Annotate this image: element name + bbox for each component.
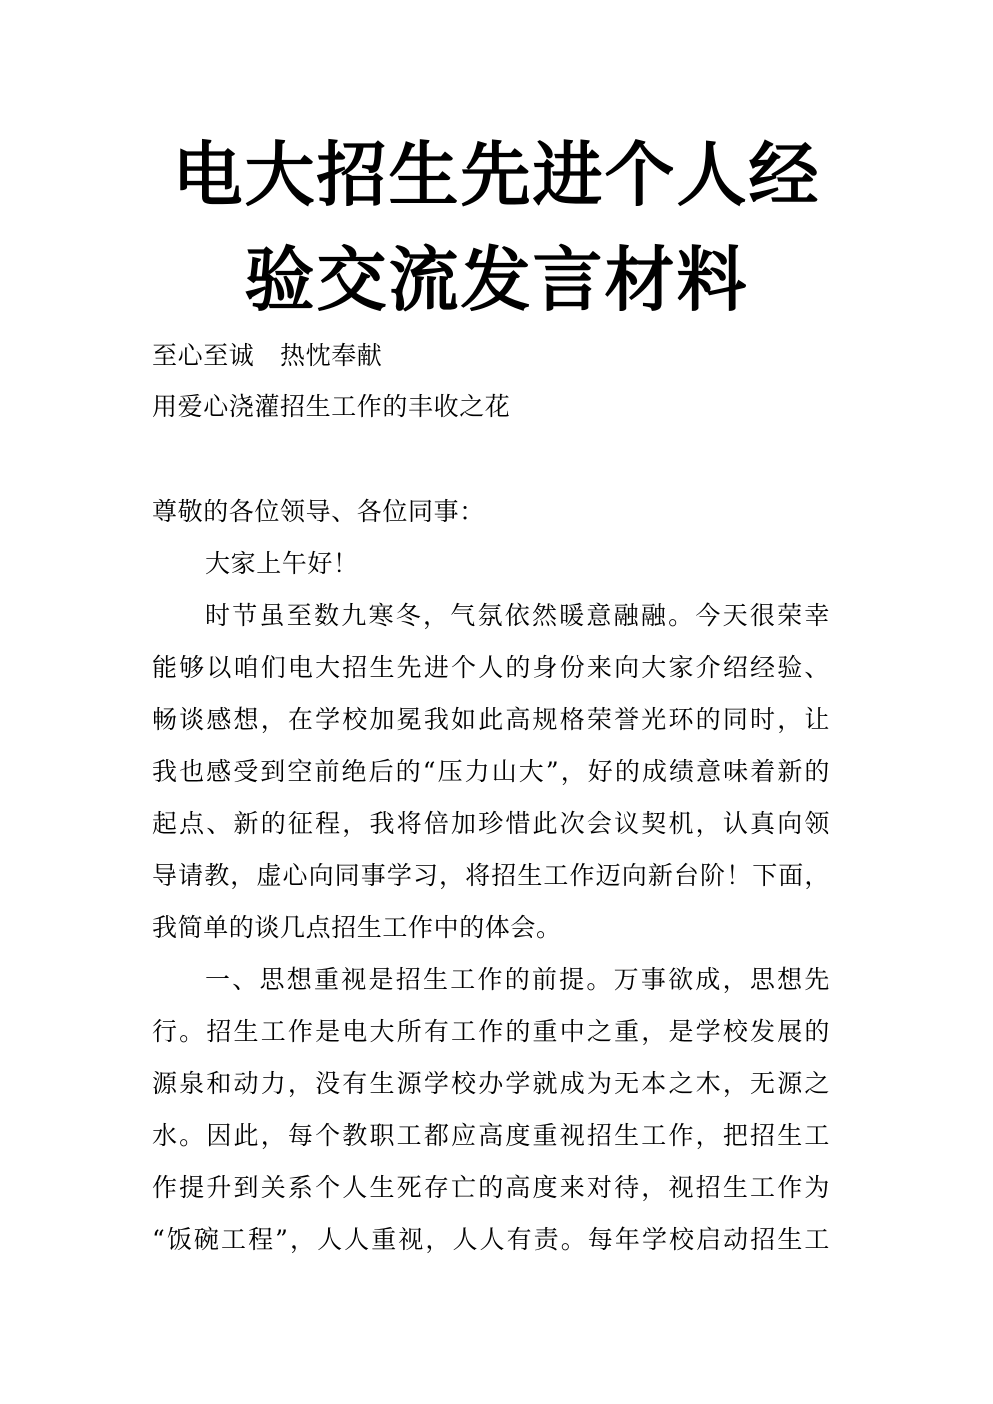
document-title-line-2: 验交流发言材料 xyxy=(244,239,749,321)
paragraph-2-line: 一、思想重视是招生工作的前提。万事欲成，思想先 xyxy=(205,965,830,994)
greeting: 大家上午好！ xyxy=(205,549,359,578)
document-title-line-1: 电大招生先进个人经 xyxy=(172,134,821,216)
paragraph-1-line: 能够以咱们电大招生先进个人的身份来向大家介绍经验、 xyxy=(152,653,830,682)
paragraph-2-line: “饭碗工程”，人人重视，人人有责。每年学校启动招生工 xyxy=(152,1225,830,1254)
paragraph-1-line: 起点、新的征程，我将倍加珍惜此次会议契机，认真向领 xyxy=(152,809,830,838)
paragraph-2-line: 水。因此，每个教职工都应高度重视招生工作，把招生工 xyxy=(152,1121,830,1150)
paragraph-1-line: 时节虽至数九寒冬，气氛依然暖意融融。今天很荣幸 xyxy=(205,601,830,630)
paragraph-1-line: 我也感受到空前绝后的“压力山大”，好的成绩意味着新的 xyxy=(152,757,830,786)
salutation: 尊敬的各位领导、各位同事： xyxy=(152,497,485,526)
paragraph-1-line: 导请教，虚心向同事学习，将招生工作迈向新台阶！下面， xyxy=(152,861,830,890)
subtitle-line-2: 用爱心浇灌招生工作的丰收之花 xyxy=(152,392,511,421)
paragraph-1-line: 畅谈感想，在学校加冕我如此高规格荣誉光环的同时，让 xyxy=(152,705,830,734)
paragraph-2-line: 作提升到关系个人生死存亡的高度来对待，视招生工作为 xyxy=(152,1173,830,1202)
paragraph-2-line: 行。招生工作是电大所有工作的重中之重，是学校发展的 xyxy=(152,1017,830,1046)
subtitle-line-1: 至心至诚 热忱奉献 xyxy=(152,341,383,370)
paragraph-2-line: 源泉和动力，没有生源学校办学就成为无本之木，无源之 xyxy=(152,1069,830,1098)
paragraph-1-line: 我简单的谈几点招生工作中的体会。 xyxy=(152,913,562,942)
